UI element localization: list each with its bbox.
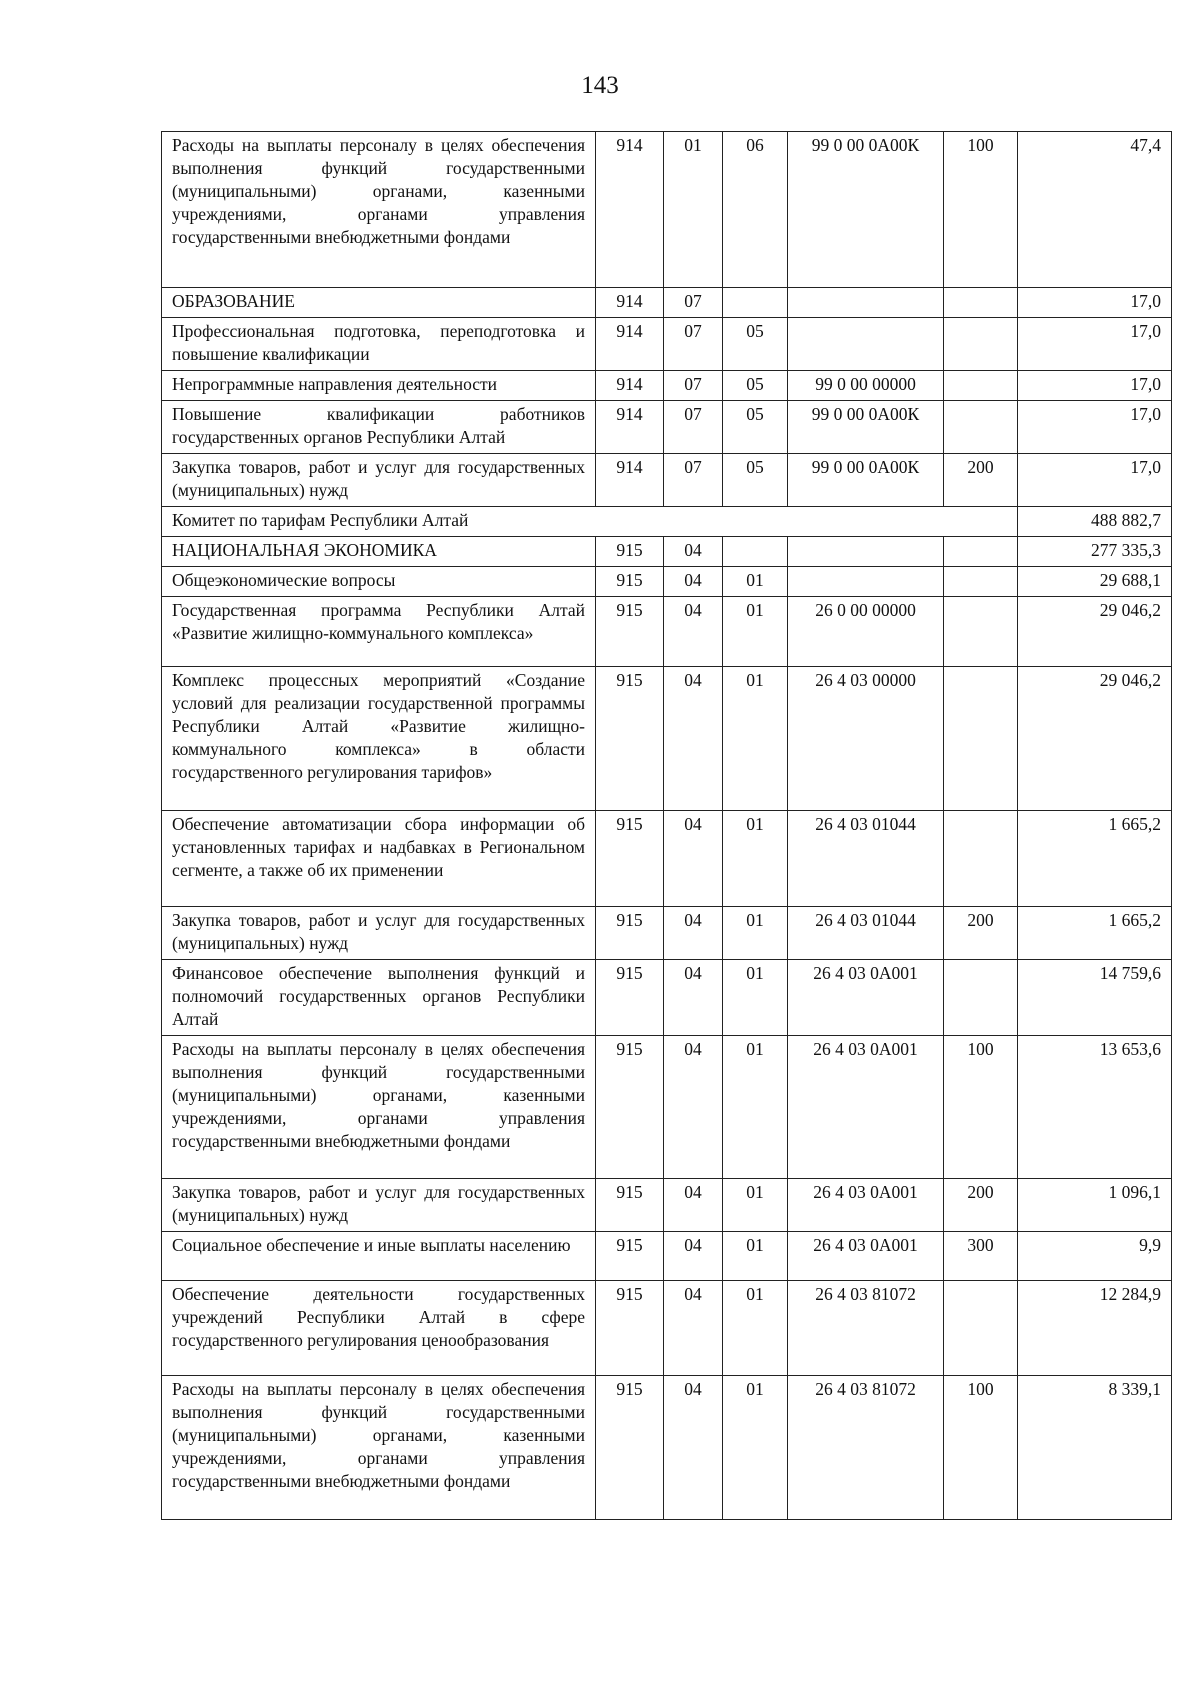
section-code-cell: 07	[664, 318, 723, 371]
expense-type-code-cell	[944, 318, 1018, 371]
table-row	[162, 318, 1172, 371]
section-code-cell: 04	[664, 1179, 723, 1232]
row-name-cell: Обеспечение автоматизации сбора информации об установленных тарифах и надбавках в Региональном сегменте, а также об их применении	[162, 811, 596, 907]
section-code-cell: 04	[664, 1232, 723, 1281]
budget-table	[161, 131, 1172, 1520]
subsection-code-cell: 06	[723, 132, 788, 288]
section-code-cell: 04	[664, 811, 723, 907]
expense-type-code-cell	[944, 567, 1018, 597]
amount-cell: 47,4	[1018, 132, 1172, 288]
expense-type-code-cell	[944, 811, 1018, 907]
section-code-cell: 04	[664, 537, 723, 567]
amount-cell: 1 096,1	[1018, 1179, 1172, 1232]
ved-code-cell: 915	[596, 537, 664, 567]
amount-cell: 17,0	[1018, 371, 1172, 401]
table-row	[162, 507, 1172, 537]
expense-type-code-cell: 200	[944, 454, 1018, 507]
amount-cell: 1 665,2	[1018, 811, 1172, 907]
expense-type-code-cell	[944, 401, 1018, 454]
row-name-cell: Обеспечение деятельности государственных учреждений Республики Алтай в сфере государственного регулирования ценообразования	[162, 1281, 596, 1376]
ved-code-cell: 915	[596, 1179, 664, 1232]
table-row	[162, 907, 1172, 960]
ved-code-cell: 914	[596, 371, 664, 401]
page-number: 143	[581, 72, 619, 99]
expense-type-code-cell: 200	[944, 1179, 1018, 1232]
table-row	[162, 288, 1172, 318]
section-code-cell: 04	[664, 1036, 723, 1179]
ved-code-cell: 914	[596, 401, 664, 454]
row-name-cell: Общеэкономические вопросы	[162, 567, 596, 597]
section-code-cell: 01	[664, 132, 723, 288]
section-code-cell: 04	[664, 597, 723, 667]
row-name-cell: Закупка товаров, работ и услуг для государственных (муниципальных) нужд	[162, 454, 596, 507]
table-row	[162, 1179, 1172, 1232]
ved-code-cell: 915	[596, 567, 664, 597]
ved-code-cell: 915	[596, 907, 664, 960]
row-name-cell: Государственная программа Республики Алтай «Развитие жилищно-коммунального комплекса»	[162, 597, 596, 667]
subsection-code-cell: 05	[723, 454, 788, 507]
table-row	[162, 1281, 1172, 1376]
amount-cell: 1 665,2	[1018, 907, 1172, 960]
row-name-cell: Социальное обеспечение и иные выплаты населению	[162, 1232, 596, 1281]
ved-code-cell: 915	[596, 1036, 664, 1179]
target-item-code-cell: 99 0 00 0А00К	[788, 454, 944, 507]
target-item-code-cell: 26 4 03 0А001	[788, 1232, 944, 1281]
subsection-code-cell: 05	[723, 371, 788, 401]
section-code-cell: 04	[664, 667, 723, 811]
ved-code-cell: 915	[596, 1281, 664, 1376]
row-name-cell: НАЦИОНАЛЬНАЯ ЭКОНОМИКА	[162, 537, 596, 567]
ved-code-cell: 915	[596, 960, 664, 1036]
table-row	[162, 1232, 1172, 1281]
subsection-code-cell: 01	[723, 1281, 788, 1376]
expense-type-code-cell: 100	[944, 1036, 1018, 1179]
row-name-cell: Закупка товаров, работ и услуг для государственных (муниципальных) нужд	[162, 907, 596, 960]
expense-type-code-cell	[944, 288, 1018, 318]
row-name-cell: Профессиональная подготовка, переподготовка и повышение квалификации	[162, 318, 596, 371]
expense-type-code-cell	[944, 371, 1018, 401]
subsection-code-cell: 01	[723, 1036, 788, 1179]
row-name-cell: Комитет по тарифам Республики Алтай	[162, 507, 1018, 537]
section-code-cell: 07	[664, 401, 723, 454]
table-row	[162, 1376, 1172, 1520]
target-item-code-cell: 99 0 00 0А00К	[788, 132, 944, 288]
expense-type-code-cell	[944, 537, 1018, 567]
subsection-code-cell: 01	[723, 667, 788, 811]
target-item-code-cell: 26 4 03 0А001	[788, 960, 944, 1036]
table-row	[162, 454, 1172, 507]
amount-cell: 29 046,2	[1018, 667, 1172, 811]
table-row	[162, 537, 1172, 567]
row-name-cell: Непрограммные направления деятельности	[162, 371, 596, 401]
target-item-code-cell	[788, 537, 944, 567]
expense-type-code-cell: 100	[944, 1376, 1018, 1520]
subsection-code-cell: 01	[723, 597, 788, 667]
amount-cell: 29 046,2	[1018, 597, 1172, 667]
section-code-cell: 04	[664, 1376, 723, 1520]
amount-cell: 17,0	[1018, 288, 1172, 318]
target-item-code-cell	[788, 318, 944, 371]
amount-cell: 17,0	[1018, 318, 1172, 371]
target-item-code-cell: 26 4 03 01044	[788, 811, 944, 907]
target-item-code-cell: 26 0 00 00000	[788, 597, 944, 667]
subsection-code-cell: 01	[723, 907, 788, 960]
subsection-code-cell: 01	[723, 811, 788, 907]
table-row	[162, 401, 1172, 454]
ved-code-cell: 914	[596, 454, 664, 507]
section-code-cell: 04	[664, 567, 723, 597]
ved-code-cell: 915	[596, 667, 664, 811]
amount-cell: 277 335,3	[1018, 537, 1172, 567]
amount-cell: 12 284,9	[1018, 1281, 1172, 1376]
row-name-cell: Расходы на выплаты персоналу в целях обеспечения выполнения функций государственными (муниципальными) органами, казенными учреждениями, органами управления государственными внебюджетными фондами	[162, 1036, 596, 1179]
ved-code-cell: 915	[596, 597, 664, 667]
target-item-code-cell: 26 4 03 81072	[788, 1281, 944, 1376]
ved-code-cell: 915	[596, 811, 664, 907]
target-item-code-cell: 26 4 03 01044	[788, 907, 944, 960]
row-name-cell: Расходы на выплаты персоналу в целях обеспечения выполнения функций государственными (муниципальными) органами, казенными учреждениями, органами управления государственными внебюджетными фондами	[162, 1376, 596, 1520]
table-body	[162, 132, 1172, 1520]
table-row	[162, 597, 1172, 667]
ved-code-cell: 914	[596, 132, 664, 288]
amount-cell: 8 339,1	[1018, 1376, 1172, 1520]
target-item-code-cell: 26 4 03 0А001	[788, 1036, 944, 1179]
row-name-cell: Закупка товаров, работ и услуг для государственных (муниципальных) нужд	[162, 1179, 596, 1232]
ved-code-cell: 914	[596, 288, 664, 318]
expense-type-code-cell	[944, 1281, 1018, 1376]
table-row	[162, 132, 1172, 288]
ved-code-cell: 915	[596, 1232, 664, 1281]
row-name-cell: ОБРАЗОВАНИЕ	[162, 288, 596, 318]
section-code-cell: 07	[664, 288, 723, 318]
row-name-cell: Расходы на выплаты персоналу в целях обеспечения выполнения функций государственными (муниципальными) органами, казенными учреждениями, органами управления государственными внебюджетными фондами	[162, 132, 596, 288]
target-item-code-cell	[788, 288, 944, 318]
subsection-code-cell: 05	[723, 401, 788, 454]
amount-cell: 17,0	[1018, 454, 1172, 507]
row-name-cell: Комплекс процессных мероприятий «Создание условий для реализации государственной программы Республики Алтай «Развитие жилищно-коммунального комплекса» в области государственного регулирования тарифов»	[162, 667, 596, 811]
section-code-cell: 04	[664, 960, 723, 1036]
row-name-cell: Финансовое обеспечение выполнения функций и полномочий государственных органов Республики Алтай	[162, 960, 596, 1036]
ved-code-cell: 914	[596, 318, 664, 371]
amount-cell: 488 882,7	[1018, 507, 1172, 537]
amount-cell: 17,0	[1018, 401, 1172, 454]
subsection-code-cell: 05	[723, 318, 788, 371]
amount-cell: 9,9	[1018, 1232, 1172, 1281]
table-row	[162, 371, 1172, 401]
expense-type-code-cell	[944, 960, 1018, 1036]
subsection-code-cell: 01	[723, 1179, 788, 1232]
amount-cell: 29 688,1	[1018, 567, 1172, 597]
section-code-cell: 07	[664, 371, 723, 401]
subsection-code-cell: 01	[723, 1376, 788, 1520]
target-item-code-cell: 26 4 03 81072	[788, 1376, 944, 1520]
section-code-cell: 04	[664, 1281, 723, 1376]
expense-type-code-cell: 200	[944, 907, 1018, 960]
expense-type-code-cell	[944, 667, 1018, 811]
target-item-code-cell: 26 4 03 00000	[788, 667, 944, 811]
table-row	[162, 667, 1172, 811]
subsection-code-cell	[723, 537, 788, 567]
subsection-code-cell: 01	[723, 567, 788, 597]
subsection-code-cell: 01	[723, 1232, 788, 1281]
amount-cell: 14 759,6	[1018, 960, 1172, 1036]
target-item-code-cell	[788, 567, 944, 597]
expense-type-code-cell: 300	[944, 1232, 1018, 1281]
subsection-code-cell: 01	[723, 960, 788, 1036]
subsection-code-cell	[723, 288, 788, 318]
row-name-cell: Повышение квалификации работников государственных органов Республики Алтай	[162, 401, 596, 454]
amount-cell: 13 653,6	[1018, 1036, 1172, 1179]
ved-code-cell: 915	[596, 1376, 664, 1520]
expense-type-code-cell	[944, 597, 1018, 667]
target-item-code-cell: 99 0 00 0А00К	[788, 401, 944, 454]
target-item-code-cell: 99 0 00 00000	[788, 371, 944, 401]
table-row	[162, 567, 1172, 597]
section-code-cell: 04	[664, 907, 723, 960]
expense-type-code-cell: 100	[944, 132, 1018, 288]
table-row	[162, 811, 1172, 907]
section-code-cell: 07	[664, 454, 723, 507]
table-row	[162, 960, 1172, 1036]
table-row	[162, 1036, 1172, 1179]
target-item-code-cell: 26 4 03 0А001	[788, 1179, 944, 1232]
